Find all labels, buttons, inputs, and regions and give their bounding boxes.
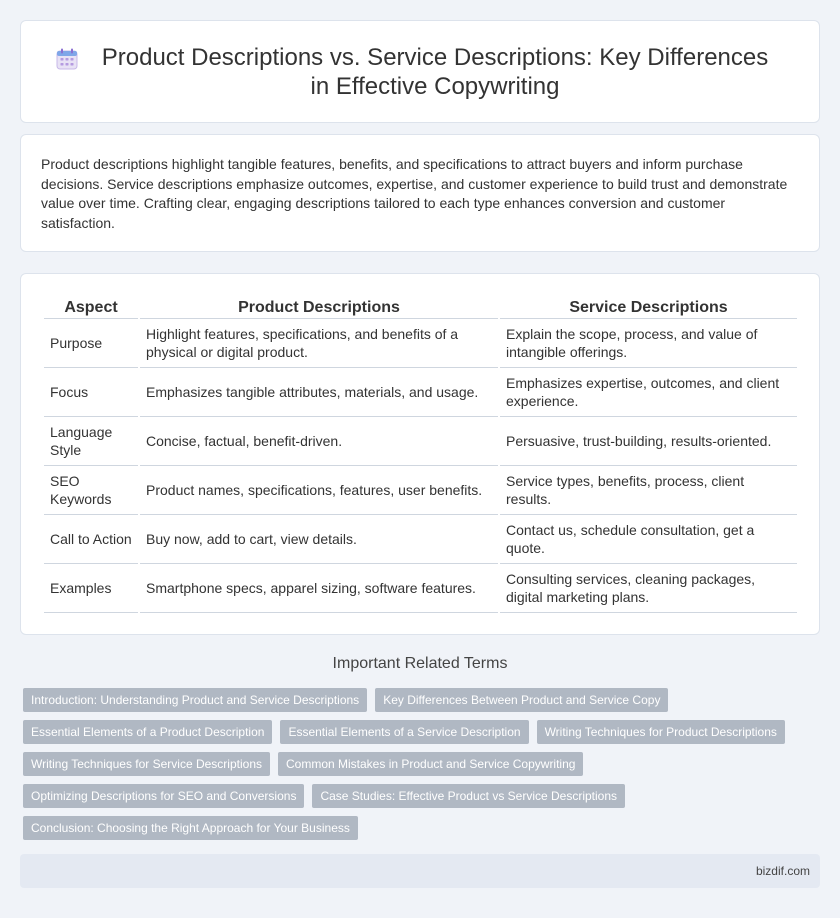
cell-product: Buy now, add to cart, view details.: [140, 515, 498, 564]
cell-product: Emphasizes tangible attributes, materials, and usage.: [140, 368, 498, 417]
header-service: Service Descriptions: [500, 297, 797, 319]
cell-service: Persuasive, trust-building, results-oriented.: [500, 417, 797, 466]
cell-product: Highlight features, specifications, and benefits of a physical or digital product.: [140, 319, 498, 368]
cell-aspect: Call to Action: [44, 515, 138, 564]
cell-product: Product names, specifications, features, user benefits.: [140, 466, 498, 515]
cell-aspect: SEO Keywords: [44, 466, 138, 515]
related-term-tag[interactable]: Introduction: Understanding Product and Service Descriptions: [23, 688, 367, 712]
cell-aspect: Purpose: [44, 319, 138, 368]
table-row: [44, 319, 797, 368]
page-title: Product Descriptions vs. Service Descriptions: Key Differences in Effective Copywriting: [101, 44, 769, 100]
cell-product: Concise, factual, benefit-driven.: [140, 417, 498, 466]
cell-service: Explain the scope, process, and value of intangible offerings.: [500, 319, 797, 368]
cell-service: Emphasizes expertise, outcomes, and client experience.: [500, 368, 797, 417]
related-terms-list: [23, 688, 813, 840]
related-term-tag[interactable]: Writing Techniques for Service Descriptions: [23, 752, 270, 776]
table-header-row: [44, 297, 797, 319]
table-row: [44, 417, 797, 466]
related-term-tag[interactable]: Optimizing Descriptions for SEO and Conversions: [23, 784, 304, 808]
related-term-tag[interactable]: Key Differences Between Product and Service Copy: [375, 688, 668, 712]
cell-aspect: Examples: [44, 564, 138, 613]
related-term-tag[interactable]: Case Studies: Effective Product vs Service Descriptions: [312, 784, 625, 808]
intro-card: [20, 134, 820, 252]
comparison-table-card: [20, 273, 820, 635]
related-term-tag[interactable]: Conclusion: Choosing the Right Approach for Your Business: [23, 816, 358, 840]
comparison-table: [42, 297, 799, 613]
cell-product: Smartphone specs, apparel sizing, software features.: [140, 564, 498, 613]
cell-service: Service types, benefits, process, client results.: [500, 466, 797, 515]
table-row: [44, 466, 797, 515]
table-row: [44, 515, 797, 564]
related-term-tag[interactable]: Common Mistakes in Product and Service Copywriting: [278, 752, 583, 776]
header-card: [20, 20, 820, 123]
header-aspect: Aspect: [44, 297, 138, 319]
footer-bar: [20, 854, 820, 888]
cell-service: Consulting services, cleaning packages, digital marketing plans.: [500, 564, 797, 613]
header-product: Product Descriptions: [140, 297, 498, 319]
cell-aspect: Language Style: [44, 417, 138, 466]
cell-aspect: Focus: [44, 368, 138, 417]
title-wrap: [21, 43, 819, 101]
related-term-tag[interactable]: Essential Elements of a Service Description: [280, 720, 528, 744]
related-term-tag[interactable]: Writing Techniques for Product Descriptions: [537, 720, 785, 744]
table-row: [44, 564, 797, 613]
related-term-tag[interactable]: Essential Elements of a Product Description: [23, 720, 272, 744]
intro-paragraph: Product descriptions highlight tangible features, benefits, and specifications to attract buyers and inform purchase decisions. Service descriptions emphasize outcomes, expertise, and customer experience to build trust and demonstrate value over time. Crafting clear, engaging descriptions tailored to each type enhances conversion and customer satisfaction.: [41, 156, 788, 231]
related-terms-title: Important Related Terms: [332, 655, 508, 672]
calendar-icon: [55, 47, 79, 71]
footer-site-link[interactable]: bizdif.com: [755, 864, 810, 878]
table-row: [44, 368, 797, 417]
cell-service: Contact us, schedule consultation, get a quote.: [500, 515, 797, 564]
